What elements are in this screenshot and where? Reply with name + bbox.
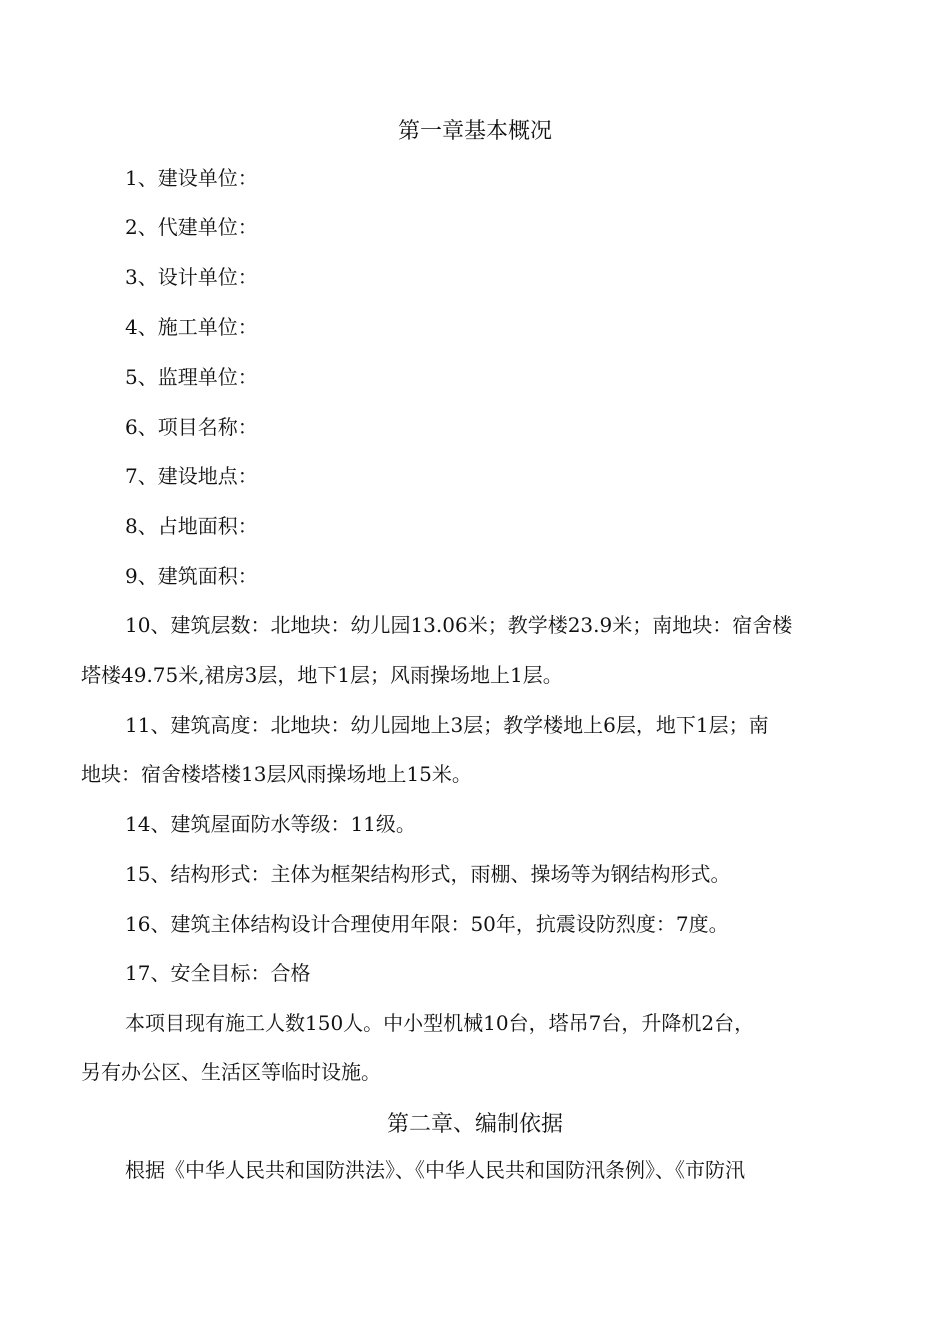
summary-line-1: 本项目现有施工人数150人。中小型机械10台，塔吊7台，升降机2台， [125,1011,755,1035]
item-17-safety-target: 17、安全目标：合格 [125,961,311,985]
item-11-height-line-1: 11、建筑高度：北地块：幼儿园地上3层；教学楼地上6层，地下1层；南 [125,713,769,737]
item-16-design-life: 16、建筑主体结构设计合理使用年限：50年，抗震设防烈度：7度。 [125,912,729,936]
item-14-waterproof-grade: 14、建筑屋面防水等级：11级。 [125,812,416,836]
item-construction-site: 7、建设地点： [125,464,258,488]
chapter-1-title: 第一章基本概况 [397,119,552,144]
item-15-structure-form: 15、结构形式：主体为框架结构形式，雨棚、操场等为钢结构形式。 [125,862,731,886]
item-supervision-unit: 5、监理单位： [125,365,258,389]
item-contractor-unit: 4、施工单位： [125,315,258,339]
summary-line-2: 另有办公区、生活区等临时设施。 [81,1060,381,1084]
item-10-floors-line-2: 塔楼49.75米,裙房3层，地下1层；风雨操场地上1层。 [81,663,563,687]
item-11-height-line-2: 地块：宿舍楼塔楼13层风雨操场地上15米。 [81,762,472,786]
item-land-area: 8、占地面积： [125,514,258,538]
item-project-name: 6、项目名称： [125,415,258,439]
chapter-2-title: 第二章、编制依据 [386,1112,563,1137]
item-agent-construction-unit: 2、代建单位： [125,215,258,239]
item-design-unit: 3、设计单位： [125,265,258,289]
basis-paragraph-line-1: 根据《中华人民共和国防洪法》、《中华人民共和国防汛条例》、《市防汛 [125,1158,745,1182]
item-construction-unit: 1、建设单位： [125,166,258,190]
item-10-floors-line-1: 10、建筑层数：北地块：幼儿园13.06米；教学楼23.9米；南地块：宿舍楼 [125,613,793,637]
item-building-area: 9、建筑面积： [125,564,258,588]
